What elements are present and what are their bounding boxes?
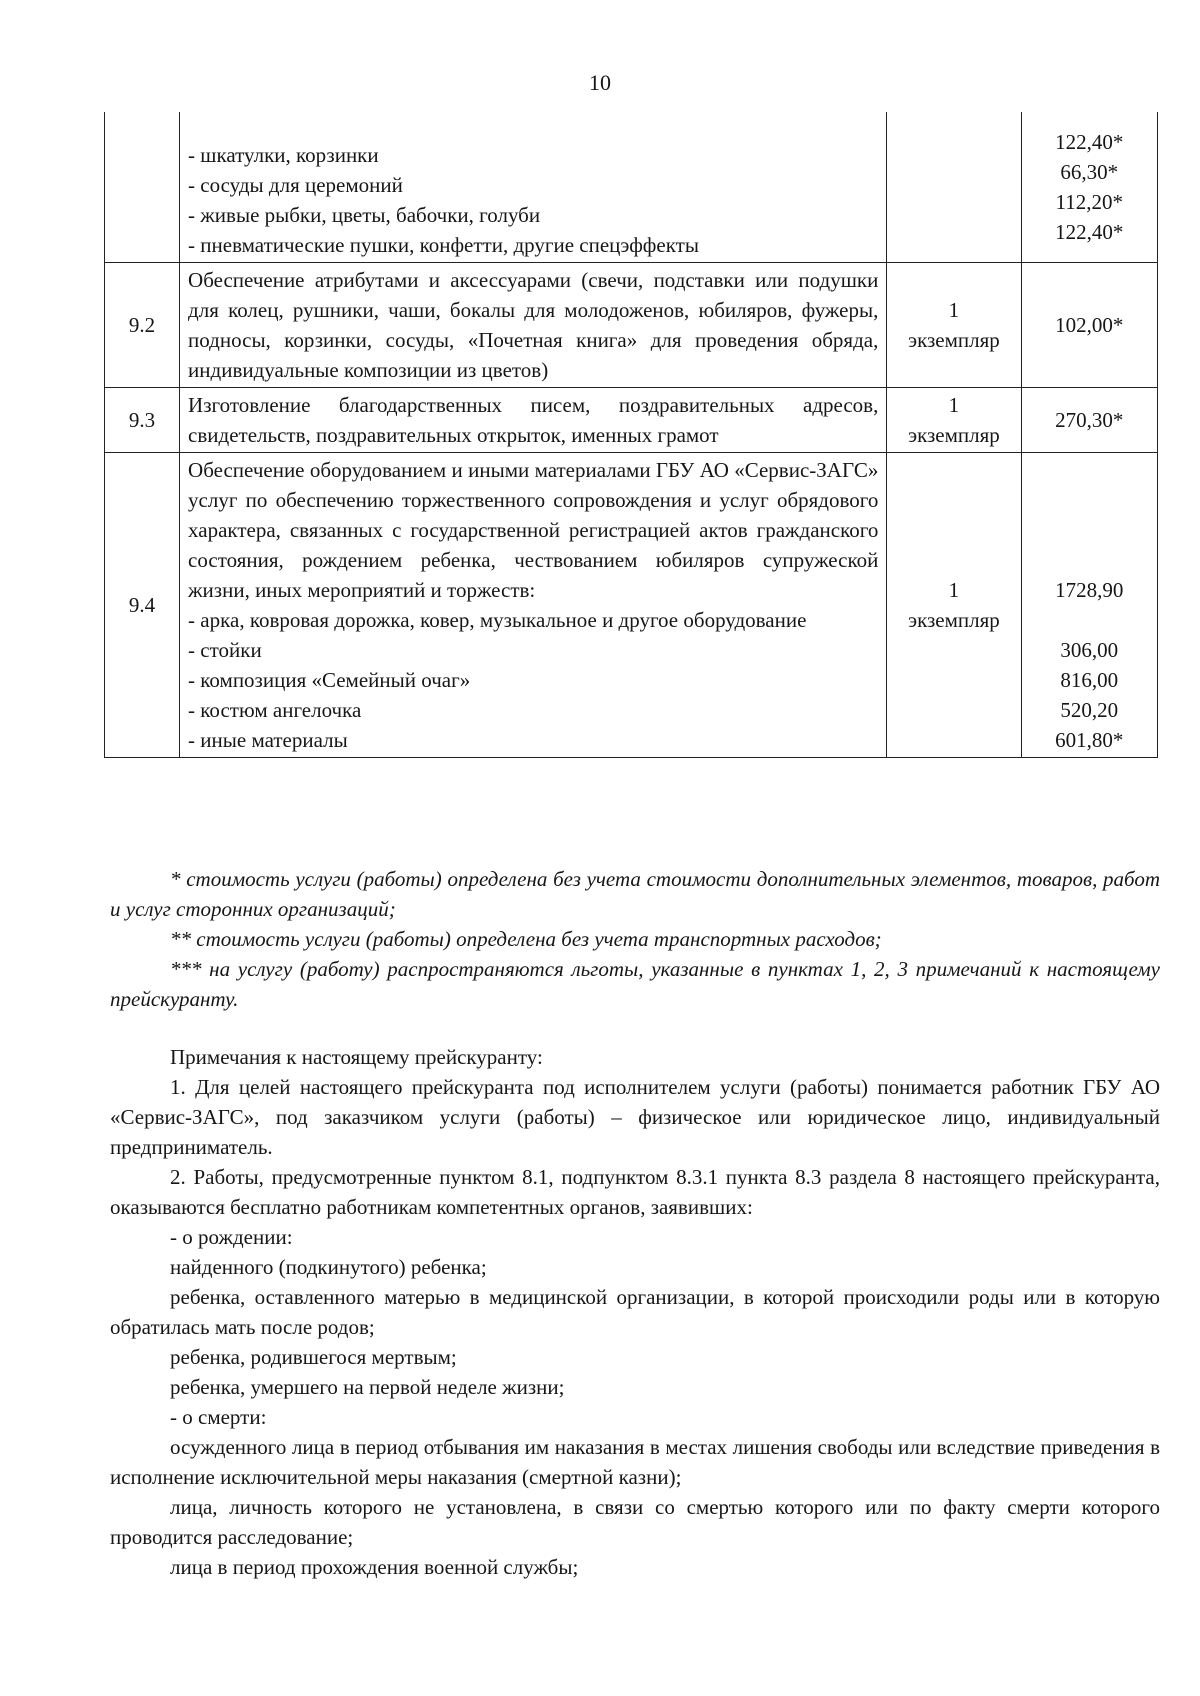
service-intro: Обеспечение оборудованием и иными материалами ГБУ АО «Сервис-ЗАГС» услуг по обеспечению торжественного сопровождения и услуг обрядового характера, связанных с государственной регистрацией актов гражданского состояния, рождением ребенка, чествованием юбиляров супружеской жизни, иных мероприятий и торжеств: [188, 457, 879, 602]
price-cell [1021, 452, 1157, 757]
note-paragraph: ребенка, умершего на первой неделе жизни; [170, 1375, 565, 1399]
unit-cell [887, 387, 1021, 452]
note-paragraph: лица, личность которого не установлена, в связи со смертью которого или по факту смерти которого проводится расследование; [110, 1495, 1160, 1549]
list-item: - композиция «Семейный очаг» [188, 667, 471, 692]
row-number: 9.3 [105, 387, 180, 452]
table-row-9-4 [105, 452, 1158, 757]
price-value: 66,30* [1060, 159, 1119, 184]
footnote: * стоимость услуги (работы) определена без учета стоимости дополнительных элементов, товаров, работ и услуг сторонних организаций; [110, 867, 1160, 921]
table-row-continuation [105, 112, 1158, 262]
price-value: 816,00 [1060, 667, 1119, 692]
unit-cell [887, 452, 1021, 757]
unit-word: экземпляр [908, 607, 1000, 632]
note-paragraph: 2. Работы, предусмотренные пунктом 8.1, подпунктом 8.3.1 пункта 8.3 раздела 8 настоящего прейскуранта, оказываются бесплатно работникам компетентных органов, заявивших: [110, 1165, 1160, 1219]
notes-heading: Примечания к настоящему прейскуранту: [170, 1045, 543, 1069]
note-paragraph: найденного (подкинутого) ребенка; [170, 1255, 487, 1279]
list-item: - сосуды для церемоний [188, 172, 403, 197]
price-value: 112,20* [1055, 189, 1123, 214]
unit-cell [887, 262, 1021, 387]
row-number: 9.2 [105, 262, 180, 387]
note-paragraph: 1. Для целей настоящего прейскуранта под исполнителем услуги (работы) понимается работник ГБУ АО «Сервис-ЗАГС», под заказчиком услуги (работы) – физическое или юридическое лицо, индивидуальный предприниматель. [110, 1075, 1160, 1159]
price-value: 122,40* [1055, 129, 1124, 154]
service-name-cell [180, 112, 887, 262]
table-row-9-3 [105, 387, 1158, 452]
list-item: - шкатулки, корзинки [188, 142, 379, 167]
footnote: ** стоимость услуги (работы) определена без учета транспортных расходов; [170, 927, 882, 951]
unit-word: экземпляр [908, 422, 1000, 447]
price-value: 306,00 [1060, 637, 1119, 662]
price-value: 102,00* [1021, 262, 1157, 387]
unit-count: 1 [948, 297, 960, 322]
footnote: *** на услугу (работу) распространяются льготы, указанные в пунктах 1, 2, 3 примечаний к настоящему прейскуранту. [110, 957, 1160, 1011]
price-value: 520,20 [1060, 697, 1119, 722]
row-number: 9.4 [105, 452, 180, 757]
list-item: - стойки [188, 637, 262, 662]
price-value: 122,40* [1055, 219, 1124, 244]
page-number: 10 [589, 70, 611, 95]
table-row-9-2 [105, 262, 1158, 387]
service-name: Обеспечение атрибутами и аксессуарами (свечи, подставки или подушки для колец, рушники, чаши, бокалы для молодоженов, юбиляров, фужеры, подносы, корзинки, сосуды, «Почетная книга» для проведения обряда, индивидуальные композиции из цветов) [180, 262, 887, 387]
unit-cell [887, 112, 1021, 262]
price-table [104, 112, 1158, 758]
note-paragraph: ребенка, оставленного матерью в медицинской организации, в которой происходили роды или в которую обратилась мать после родов; [110, 1285, 1160, 1339]
list-item: - арка, ковровая дорожка, ковер, музыкальное и другое оборудование [188, 607, 807, 632]
note-paragraph: лица в период прохождения военной службы; [170, 1555, 579, 1579]
note-paragraph: осужденного лица в период отбывания им наказания в местах лишения свободы или вследствие приведения в исполнение исключительной меры наказания (смертной казни); [110, 1435, 1160, 1489]
note-paragraph: - о смерти: [170, 1405, 267, 1429]
list-item: - живые рыбки, цветы, бабочки, голуби [188, 202, 541, 227]
service-name-cell [180, 452, 887, 757]
unit-count: 1 [948, 577, 960, 602]
unit-word: экземпляр [908, 327, 1000, 352]
note-paragraph: - о рождении: [170, 1225, 293, 1249]
price-value: 601,80* [1055, 727, 1124, 752]
unit-count: 1 [948, 392, 960, 417]
price-value: 1728,90 [1055, 577, 1124, 602]
note-paragraph: ребенка, родившегося мертвым; [170, 1345, 457, 1369]
notes-section [110, 864, 1160, 1582]
list-item: - иные материалы [188, 727, 348, 752]
price-cell [1021, 112, 1157, 262]
row-number-cell [105, 112, 180, 262]
service-name: Изготовление благодарственных писем, поздравительных адресов, свидетельств, поздравительных открыток, именных грамот [180, 387, 887, 452]
list-item: - пневматические пушки, конфетти, другие спецэффекты [188, 232, 699, 257]
price-value: 270,30* [1021, 387, 1157, 452]
list-item: - костюм ангелочка [188, 697, 362, 722]
